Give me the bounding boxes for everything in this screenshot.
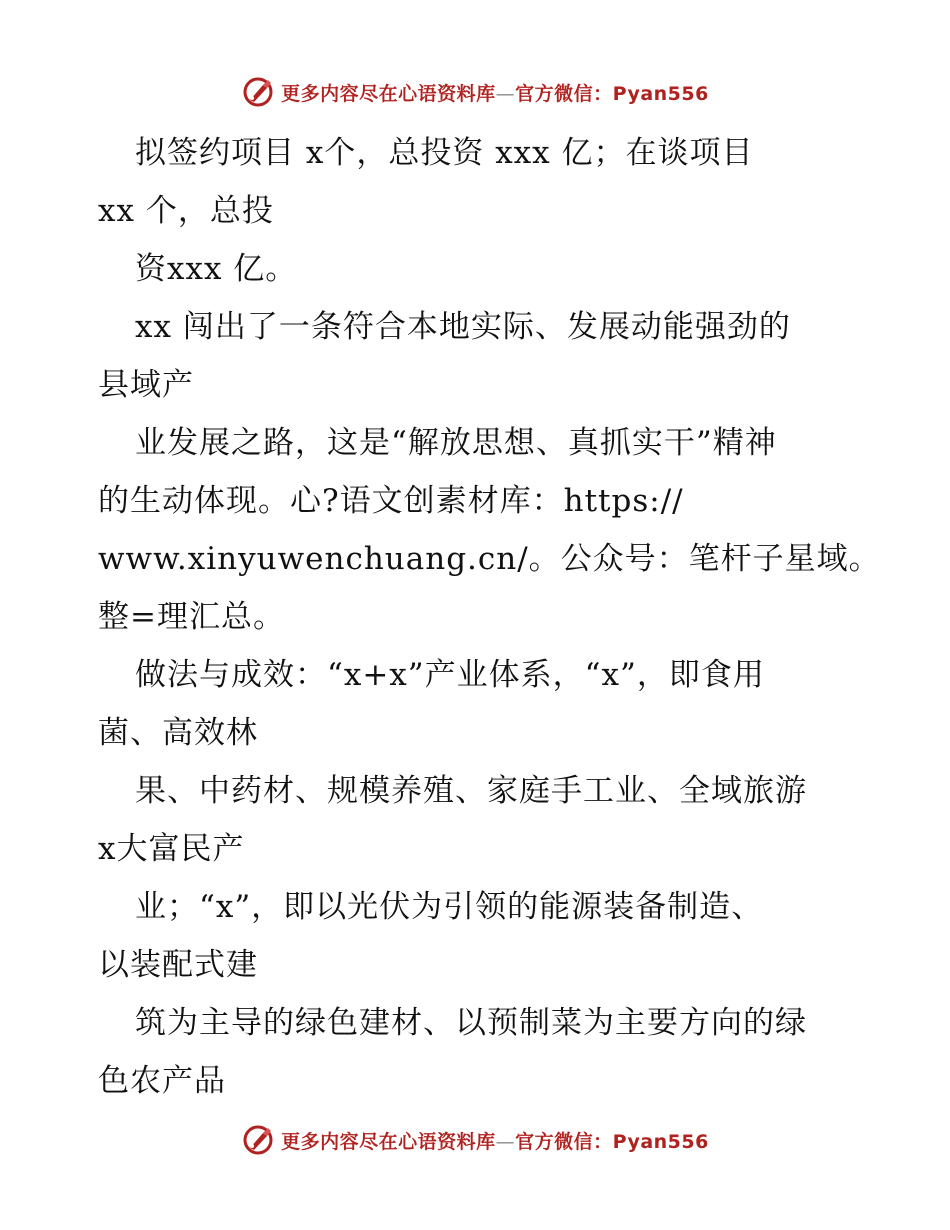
text-line: 县域产 [98, 367, 194, 403]
watermark-main-text: 更多内容尽在心语资料库 [281, 1130, 496, 1153]
footer-watermark-banner [0, 1120, 950, 1160]
text-line: 的生动体现。心?语文创素材库：https:// [98, 483, 684, 519]
text-line: 整=理汇总。 [98, 599, 285, 635]
text-line: 菌、高效林 [98, 715, 258, 751]
text-line: 业；“x”，即以光伏为引领的能源装备制造、 [135, 889, 764, 925]
text-line: 果、中药材、规模养殖、家庭手工业、全域旅游 [135, 773, 807, 809]
text-line: 做法与成效：“x+x”产业体系，“x”，即食用 [135, 657, 765, 693]
watermark-suffix-text: 官方微信：Pyan556 [515, 1130, 709, 1153]
watermark-text [281, 1127, 709, 1154]
watermark-separator: — [495, 1130, 516, 1153]
text-line: 资xxx 亿。 [135, 251, 298, 287]
text-line: 筑为主导的绿色建材、以预制菜为主要方向的绿 [135, 1005, 807, 1041]
watermark-suffix-text: 官方微信：Pyan556 [515, 82, 709, 105]
text-line: 拟签约项目 x个，总投资 xxx 亿；在谈项目 [135, 135, 754, 171]
watermark-main-text: 更多内容尽在心语资料库 [281, 82, 496, 105]
watermark-text [281, 79, 709, 106]
watermark-separator: — [495, 82, 516, 105]
document-body [98, 124, 881, 1110]
text-line: 色农产品 [98, 1063, 226, 1099]
text-line: www.xinyuwenchuang.cn/。公众号：笔杆子星域。 [98, 541, 881, 577]
text-line: 业发展之路，这是“解放思想、真抓实干”精神 [135, 425, 777, 461]
pen-brush-logo-icon [241, 1123, 275, 1157]
text-line: xx 个，总投 [98, 193, 274, 229]
text-line: xx 闯出了一条符合本地实际、发展动能强劲的 [135, 309, 791, 345]
text-line: x大富民产 [98, 831, 245, 867]
text-line: 以装配式建 [98, 947, 258, 983]
header-watermark-banner [0, 72, 950, 112]
pen-brush-logo-icon [241, 75, 275, 109]
